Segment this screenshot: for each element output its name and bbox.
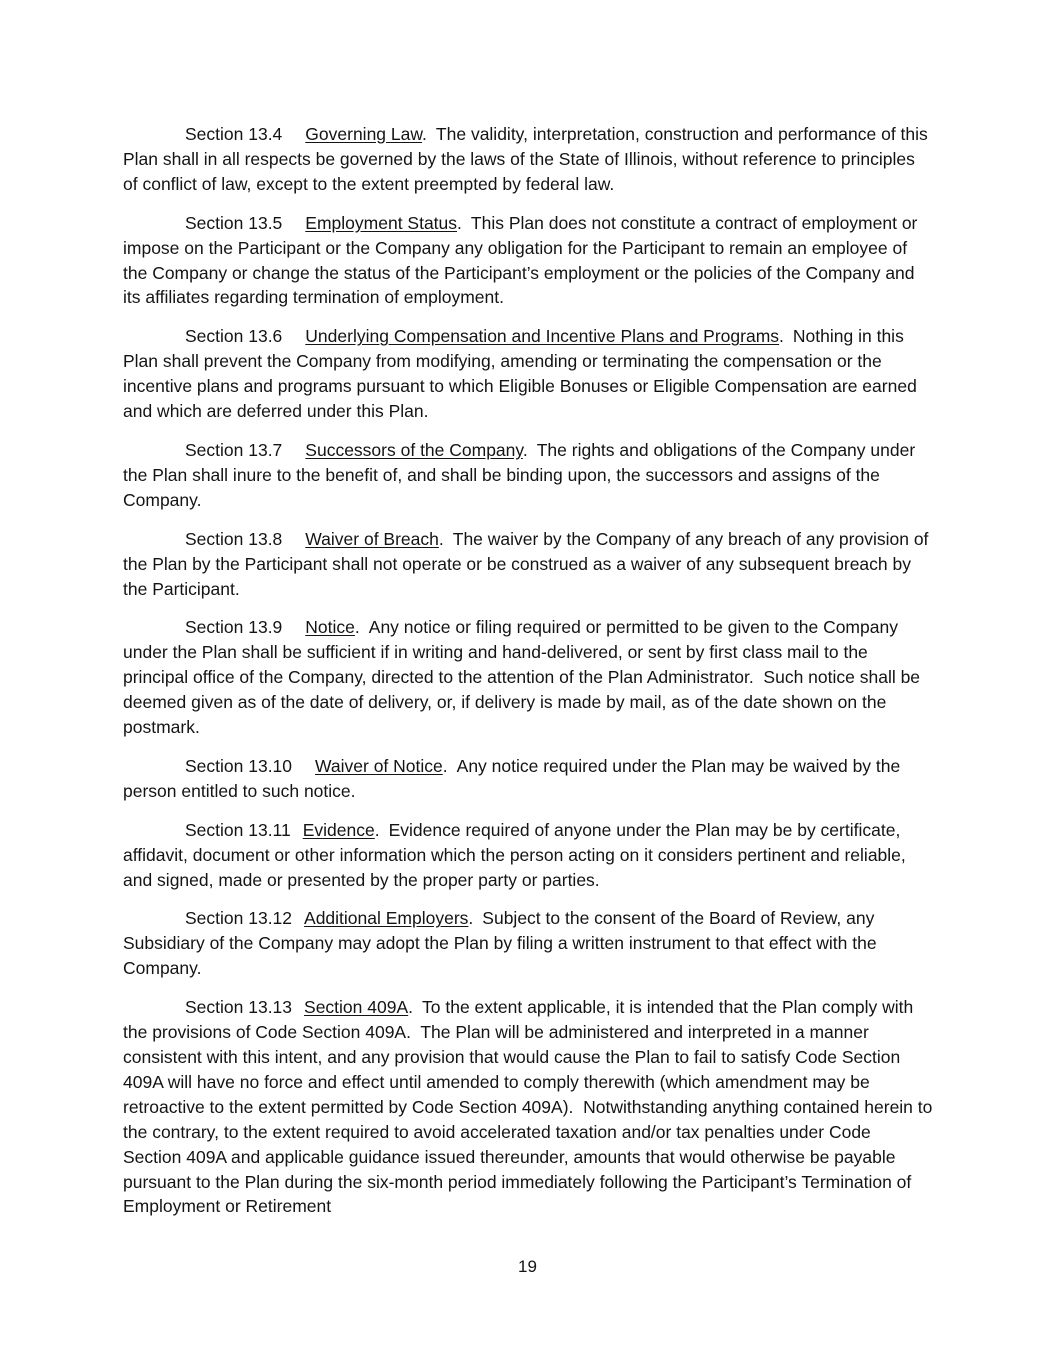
section-title: Governing Law bbox=[305, 124, 423, 144]
section-13-9-paragraph bbox=[123, 615, 933, 740]
title-period: . bbox=[522, 439, 528, 460]
section-body-text: To the extent applicable, it is intended that the Plan comply with the provisions of Code Section 409A. The Plan will be administered and interpreted in a manner consistent with this intent, and any provision that would cause the Plan to fail to satisfy Code Section 409A will have no force and effect until amended to comply therewith (which amendment may be retroactive to the extent permitted by Code Section 409A). Notwithstanding anything contained herein to the contrary, to the extent required to avoid accelerated taxation and/or tax penalties under Code Section 409A and applicable guidance issued thereunder, amounts that would otherwise be payable pursuant to the Plan during the six-month period immediately following the Participant’s Termination of Employment or Retirement bbox=[123, 997, 938, 1217]
section-title: Section 409A bbox=[304, 997, 409, 1018]
section-number: Section 13.4 bbox=[185, 124, 283, 144]
title-period: . bbox=[354, 617, 360, 638]
section-title: Waiver of Notice bbox=[315, 755, 443, 776]
section-13-5-paragraph bbox=[123, 211, 933, 311]
section-body-text: The validity, interpretation, construction and performance of this Plan shall in all respects be governed by the laws of the State of Illinois, without reference to principles of conflict of law, except to the extent preempted by federal law. bbox=[123, 124, 933, 194]
section-13-7-paragraph bbox=[123, 438, 933, 513]
title-period: . bbox=[457, 212, 462, 233]
title-period: . bbox=[408, 997, 414, 1018]
section-number: Section 13.8 bbox=[185, 528, 283, 549]
section-number: Section 13.6 bbox=[185, 326, 283, 347]
page-number: 19 bbox=[518, 1257, 537, 1276]
section-13-6-paragraph bbox=[123, 324, 933, 424]
section-number: Section 13.7 bbox=[185, 439, 283, 460]
section-title: Waiver of Breach bbox=[305, 528, 439, 549]
section-body-text: The waiver by the Company of any breach of any provision of the Plan by the Participant shall not operate or be construed as a waiver of any subsequent breach by the Participant. bbox=[123, 528, 934, 599]
section-title: Notice bbox=[305, 617, 355, 638]
section-number: Section 13.9 bbox=[185, 617, 283, 638]
section-13-11-paragraph bbox=[123, 818, 933, 893]
section-13-12-paragraph bbox=[123, 906, 933, 981]
title-period: . bbox=[438, 528, 444, 549]
section-title: Evidence bbox=[302, 819, 375, 840]
section-number: Section 13.12 bbox=[185, 908, 293, 929]
section-body-text: Any notice required under the Plan may be waived by the person entitled to such notice. bbox=[123, 755, 906, 801]
section-13-4-paragraph bbox=[123, 122, 933, 197]
section-number: Section 13.11 bbox=[185, 819, 291, 840]
title-period: . bbox=[422, 124, 427, 144]
title-period: . bbox=[442, 755, 448, 776]
section-number: Section 13.5 bbox=[185, 212, 283, 233]
document-body bbox=[123, 122, 938, 1233]
section-13-8-paragraph bbox=[123, 527, 933, 602]
section-title: Underlying Compensation and Incentive Plans and Programs bbox=[305, 326, 780, 347]
section-body-text: Nothing in this Plan shall prevent the Company from modifying, amending or terminating the compensation or the incentive plans and programs pursuant to which Eligible Bonuses or Eligible Compensation are earned and which are deferred under this Plan. bbox=[123, 326, 922, 422]
section-title: Successors of the Company bbox=[305, 439, 523, 460]
section-13-10-paragraph bbox=[123, 754, 933, 804]
section-title: Additional Employers bbox=[304, 908, 469, 929]
section-13-13-paragraph bbox=[123, 995, 938, 1219]
section-body-text: Evidence required of anyone under the Plan may be by certificate, affidavit, document or other information which the person acting on it considers pertinent and reliable, and signed, made or presented by the proper party or parties. bbox=[123, 819, 911, 890]
title-period: . bbox=[779, 326, 784, 347]
section-title: Employment Status bbox=[305, 212, 458, 233]
section-number: Section 13.13 bbox=[185, 997, 293, 1018]
section-body-text: This Plan does not constitute a contract of employment or impose on the Participant or the Company any obligation for the Participant to remain an employee of the Company or change the status of the Participant’s employment or the policies of the Company and its affiliates regarding termination of employment. bbox=[123, 212, 923, 308]
section-number: Section 13.10 bbox=[185, 755, 293, 776]
title-period: . bbox=[374, 819, 380, 840]
section-body-text: The rights and obligations of the Company under the Plan shall inure to the benefit of, and shall be binding upon, the successors and assigns of the Company. bbox=[123, 439, 921, 510]
section-body-text: Any notice or filing required or permitted to be given to the Company under the Plan shall be sufficient if in writing and hand-delivered, or sent by first class mail to the principal office of the Company, directed to the attention of the Plan Administrator. Such notice shall be deemed given as of the date of delivery, or, if delivery is made by mail, as of the date shown on the postmark. bbox=[123, 617, 925, 738]
section-body-text: Subject to the consent of the Board of Review, any Subsidiary of the Company may adopt the Plan by filing a written instrument to that effect with the Company. bbox=[123, 908, 882, 979]
title-period: . bbox=[468, 908, 474, 929]
